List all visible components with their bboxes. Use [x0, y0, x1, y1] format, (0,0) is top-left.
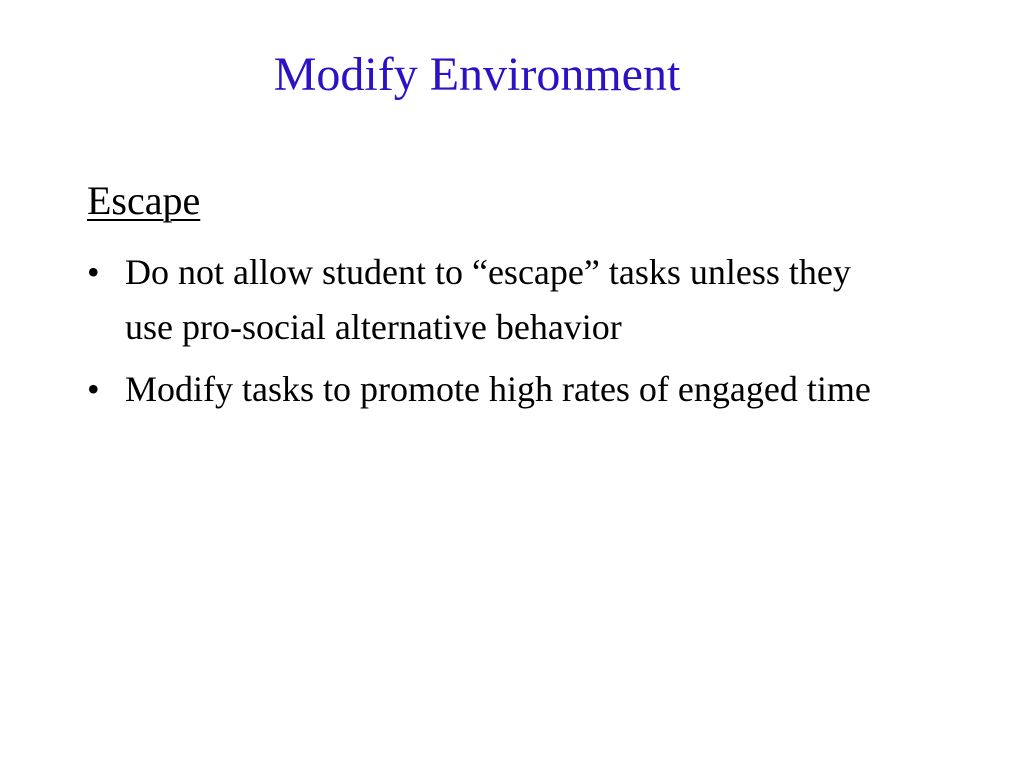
- bullet-item: [87, 362, 877, 417]
- bullet-icon: •: [87, 252, 100, 292]
- bullet-text: Do not allow student to “escape” tasks unless they use pro-social alternative behavior: [125, 252, 851, 347]
- bullet-text: Modify tasks to promote high rates of engaged time: [125, 369, 871, 409]
- bullet-list: [87, 245, 877, 424]
- bullet-icon: •: [87, 369, 100, 409]
- section-heading-escape: Escape: [87, 178, 201, 223]
- bullet-item: [87, 245, 877, 355]
- slide-title: Modify Environment: [273, 48, 681, 101]
